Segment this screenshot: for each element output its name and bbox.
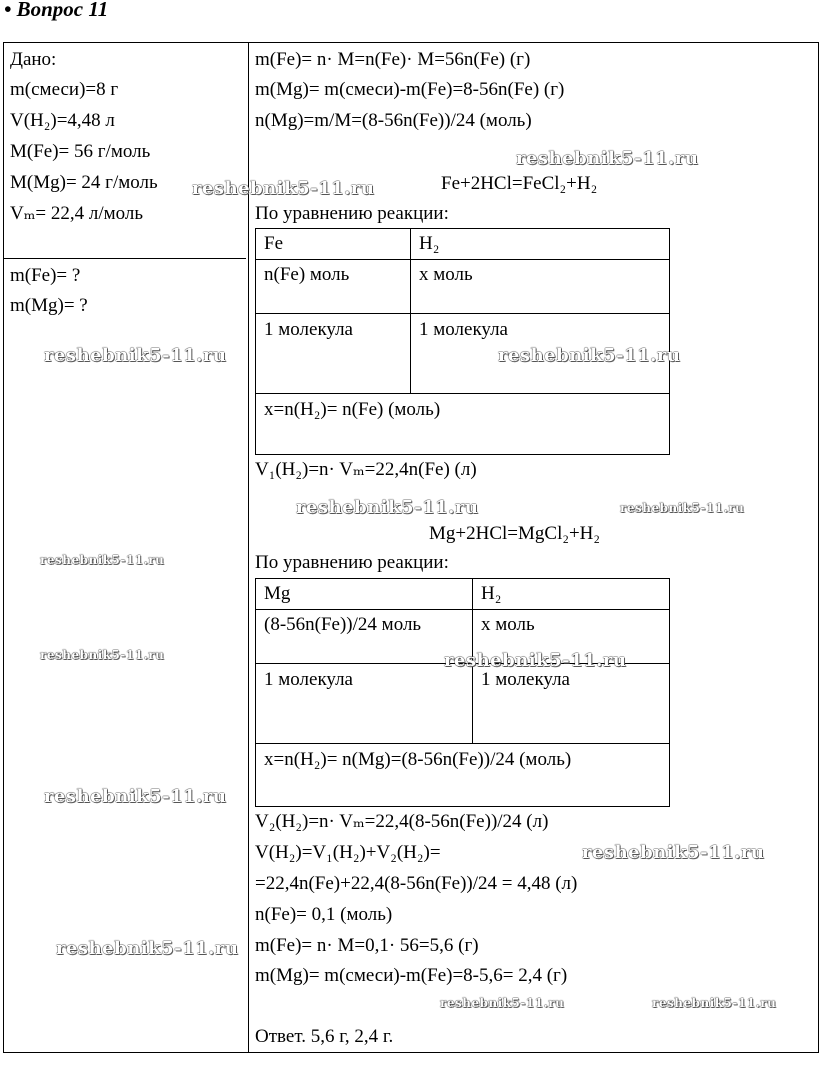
given-line: V(H₂)=4,48 л (10, 110, 115, 131)
watermark: reshebnik5-11.ru (192, 178, 375, 199)
solution-line: V₁(H₂)=n· Vₘ=22,4n(Fe) (л) (255, 459, 477, 480)
watermark: reshebnik5-11.ru (498, 345, 681, 366)
table-cell: (8-56n(Fe))/24 моль (264, 614, 422, 635)
given-find-divider (4, 258, 246, 259)
watermark: reshebnik5-11.ru (620, 501, 745, 515)
watermark: reshebnik5-11.ru (44, 345, 227, 366)
given-line: Vₘ= 22,4 л/моль (10, 203, 144, 224)
answer-line: Ответ. 5,6 г, 2,4 г. (255, 1026, 394, 1047)
solution-line: V₂(H₂)=n· Vₘ=22,4(8-56n(Fe))/24 (л) (255, 811, 549, 832)
table-cell: х моль (481, 614, 535, 635)
solution-line: m(Fe)= n· M=n(Fe)· M=56n(Fe) (г) (255, 49, 531, 70)
table-result: x=n(H₂)= n(Mg)=(8-56n(Fe))/24 (моль) (264, 749, 572, 770)
table-cell: 1 молекула (481, 669, 570, 690)
watermark: reshebnik5-11.ru (652, 996, 777, 1010)
by-equation-label: По уравнению реакции: (255, 203, 449, 224)
watermark: reshebnik5-11.ru (444, 650, 627, 671)
table-result: x=n(H₂)= n(Fe) (моль) (264, 399, 441, 420)
given-line: m(смеси)=8 г (10, 79, 119, 100)
table-cell: Fe (264, 233, 283, 254)
table-cell: n(Fe) моль (264, 264, 350, 285)
watermark: reshebnik5-11.ru (44, 786, 227, 807)
table-cell: H₂ (419, 233, 440, 254)
table-cell: 1 молекула (264, 669, 353, 690)
find-line: m(Fe)= ? (10, 265, 81, 286)
reaction-equation: Mg+2HCl=MgCl₂+H₂ (429, 523, 601, 544)
table-cell: H₂ (481, 583, 502, 604)
watermark: reshebnik5-11.ru (516, 148, 699, 169)
reaction-table-mg (255, 578, 670, 807)
solution-line: m(Mg)= m(смеси)-m(Fe)=8-56n(Fe) (г) (255, 79, 565, 100)
watermark: reshebnik5-11.ru (56, 938, 239, 959)
table-cell: 1 молекула (419, 319, 508, 340)
solution-line: m(Fe)= n· M=0,1· 56=5,6 (г) (255, 935, 479, 956)
question-title: • Вопрос 11 (4, 0, 109, 21)
given-line: M(Fe)= 56 г/моль (10, 141, 151, 162)
given-line: Дано: (10, 49, 57, 70)
solution-line: =22,4n(Fe)+22,4(8-56n(Fe))/24 = 4,48 (л) (255, 873, 578, 894)
watermark: reshebnik5-11.ru (40, 553, 165, 567)
watermark: reshebnik5-11.ru (296, 497, 479, 518)
table-cell: 1 молекула (264, 319, 353, 340)
watermark: reshebnik5-11.ru (40, 648, 165, 662)
solution-line: n(Fe)= 0,1 (моль) (255, 904, 393, 925)
solution-line: n(Mg)=m/M=(8-56n(Fe))/24 (моль) (255, 110, 532, 131)
watermark: reshebnik5-11.ru (582, 842, 765, 863)
solution-line: m(Mg)= m(смеси)-m(Fe)=8-5,6= 2,4 (г) (255, 965, 568, 986)
solution-line: V(H₂)=V₁(H₂)+V₂(H₂)= (255, 842, 441, 863)
watermark: reshebnik5-11.ru (440, 996, 565, 1010)
find-line: m(Mg)= ? (10, 295, 88, 316)
reaction-equation: Fe+2HCl=FeCl₂+H₂ (441, 173, 598, 194)
by-equation-label: По уравнению реакции: (255, 552, 449, 573)
given-line: M(Mg)= 24 г/моль (10, 172, 158, 193)
table-cell: х моль (419, 264, 473, 285)
table-cell: Mg (264, 583, 291, 604)
